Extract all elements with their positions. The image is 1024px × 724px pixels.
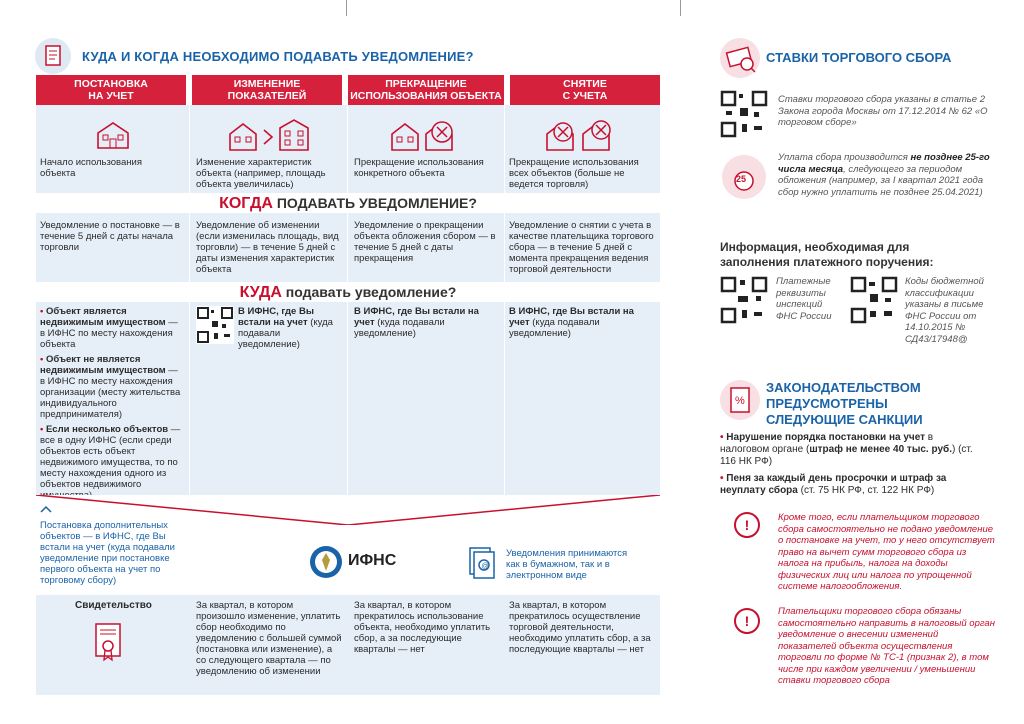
when-termination: Уведомление о прекращении объекта обложения сбором — в течение 5 дней с даты прекращения <box>354 220 496 264</box>
fold-mark <box>680 0 681 16</box>
house-grow-icon <box>228 118 318 152</box>
fns-emblem-icon <box>308 544 344 580</box>
qr-code-icon <box>196 306 234 344</box>
list-item: • Нарушение порядка постановки на учет в налоговом органе (штраф не менее 40 тыс. руб.) (ст. 116 НК РФ) <box>720 432 973 467</box>
qr1-caption: Платежные реквизиты инспекций ФНС России <box>776 276 832 322</box>
tab-deregistration: СНЯТИЕ С УЧЕТА <box>510 75 660 105</box>
additional-objects-note: Постановка дополнительных объектов — в ИФНС, где Вы встали на учет (куда подавали уведомление при постановке первого объекта на учет по торговому сбору) <box>40 520 175 586</box>
when-change: Уведомление об изменении (если изменилась площадь, вид торговли) — в течение 5 дней с даты изменения характеристик объекта <box>196 220 339 275</box>
sanctions-title: ЗАКОНОДАТЕЛЬСТВОМ ПРЕДУСМОТРЕНЫ СЛЕДУЮЩИЕ САНКЦИИ <box>766 380 923 427</box>
notification-forms-note: Уведомления принимаются как в бумажном, так и в электронном виде <box>506 548 628 581</box>
tab-registration: ПОСТАНОВКА НА УЧЕТ <box>36 75 186 105</box>
qr2-caption: Коды бюджетной классификации указаны в письме ФНС России от 14.10.2015 № СД43/17948@ <box>905 276 984 345</box>
list-item: • Объект является недвижимым имуществом — в ИФНС по месту нахождения объекта <box>40 306 178 350</box>
where-deregistration: В ИФНС, где Вы встали на учет (куда подавали уведомление) <box>509 306 634 339</box>
house-icon <box>95 120 131 150</box>
svg-text:@: @ <box>481 563 489 570</box>
deadline-text: Уплата сбора производится не позднее 25-го числа месяца, следующего за периодом обложения (например, за I квартал 2021 года сбор нужно уплатить не позднее 25.04.2021) <box>778 152 990 198</box>
house-closed-icon <box>390 118 462 152</box>
penalty-icon <box>720 380 760 420</box>
when-heading: КОГДА ПОДАВАТЬ УВЕДОМЛЕНИЕ? <box>36 193 660 213</box>
where-termination: В ИФНС, где Вы встали на учет (куда подавали уведомление) <box>354 306 479 339</box>
warning-text-1: Кроме того, если плательщиком торгового сбора самостоятельно не подано уведомление о постановке на учет, то у него отсутствует право на вычет сумм торгового сбора из налога на прибыль, налога на доходы физических лиц или налога по упрощенной системе налогообложения. <box>778 512 995 592</box>
qr-code-icon <box>720 276 768 324</box>
when-deregistration: Уведомление о снятии с учета в качестве плательщика торгового сбора — в течение 5 дней с момента прекращения ведения торговой деятельности <box>509 220 654 275</box>
warning-icon: ! <box>734 512 760 538</box>
payment-deregistration: За квартал, в котором прекратилось осуществление торговой деятельности, необходимо уплатить сбор, а за последующие кварталы — нет <box>509 600 651 655</box>
caption-change: Изменение характеристик объекта (например, площадь объекта увеличилась) <box>196 157 326 190</box>
rates-text: Ставки торгового сбора указаны в статье 2 Закона города Москвы от 17.12.2014 № 62 «О торговом сборе» <box>778 94 988 128</box>
qr-code-icon <box>720 90 768 138</box>
caption-registration: Начало использования объекта <box>40 157 142 179</box>
when-registration: Уведомление о постановке — в течение 5 дней с даты начала торговли <box>40 220 180 253</box>
houses-closed-icon <box>545 116 625 152</box>
section-title: КУДА И КОГДА НЕОБХОДИМО ПОДАВАТЬ УВЕДОМЛЕНИЕ? <box>82 49 474 64</box>
info-title: Информация, необходимая для заполнения платежного поручения: <box>720 240 934 269</box>
svg-text:%: % <box>735 395 745 407</box>
tab-change: ИЗМЕНЕНИЕ ПОКАЗАТЕЛЕЙ <box>192 75 342 105</box>
warning-text-2: Плательщики торгового сбора обязаны самостоятельно направить в налоговый орган уведомление о внесении изменений показателей объекта осуществления торговли по форме № ТС-1 (признак 2), в том числе при каждом увеличении / уменьшении ставки торгового сбора <box>778 606 995 686</box>
list-item: • Если несколько объектов — все в одну ИФНС (если среди объектов есть объект недвижимого имущества, то по месту нахождения одного из объектов недвижимого <box>40 424 181 490</box>
certificate-icon <box>92 622 126 664</box>
sanctions-list <box>720 432 980 497</box>
payment-change: За квартал, в котором произошло изменение, уплатить сбор необходимо по уведомлению с большей суммой (постановка или изменение), а со следующего квартала — по уведомлению об изменении <box>196 600 342 677</box>
tab-termination: ПРЕКРАЩЕНИЕ ИСПОЛЬЗОВАНИЯ ОБЪЕКТА <box>348 75 504 105</box>
qr-code-icon <box>850 276 898 324</box>
chevron-up-icon <box>40 505 52 513</box>
rates-title: СТАВКИ ТОРГОВОГО СБОРА <box>766 50 952 65</box>
certificate-label: Свидетельство <box>75 600 152 611</box>
document-icon <box>35 38 71 74</box>
where-rules-list <box>40 306 182 501</box>
caption-deregistration: Прекращение использования всех объектов (больше не ведется торговля) <box>509 157 639 190</box>
warning-icon: ! <box>734 608 760 634</box>
stage-tabs <box>36 75 660 105</box>
money-icon <box>720 38 760 78</box>
where-heading: КУДА подавать уведомление? <box>36 282 660 302</box>
caption-termination: Прекращение использования конкретного объекта <box>354 157 484 179</box>
ifns-label: ИФНС <box>348 552 397 569</box>
email-document-icon <box>466 546 498 580</box>
fold-mark <box>346 0 347 16</box>
payment-termination: За квартал, в котором прекратилось использование объекта, необходимо уплатить сбор, а за последующие кварталы — нет <box>354 600 491 655</box>
deadline-day: 25 <box>736 174 747 184</box>
where-change: В ИФНС, где Вы встали на учет (куда подавали уведомление) <box>238 306 333 350</box>
list-item: • Объект не является недвижимым имуществом — в ИФНС по месту нахождения организации (месту жительства индивидуального предпринимателя) <box>40 354 181 420</box>
list-item: • Пеня за каждый день просрочки и штраф за неуплату сбора (ст. 75 НК РФ, ст. 122 НК РФ) <box>720 473 947 496</box>
